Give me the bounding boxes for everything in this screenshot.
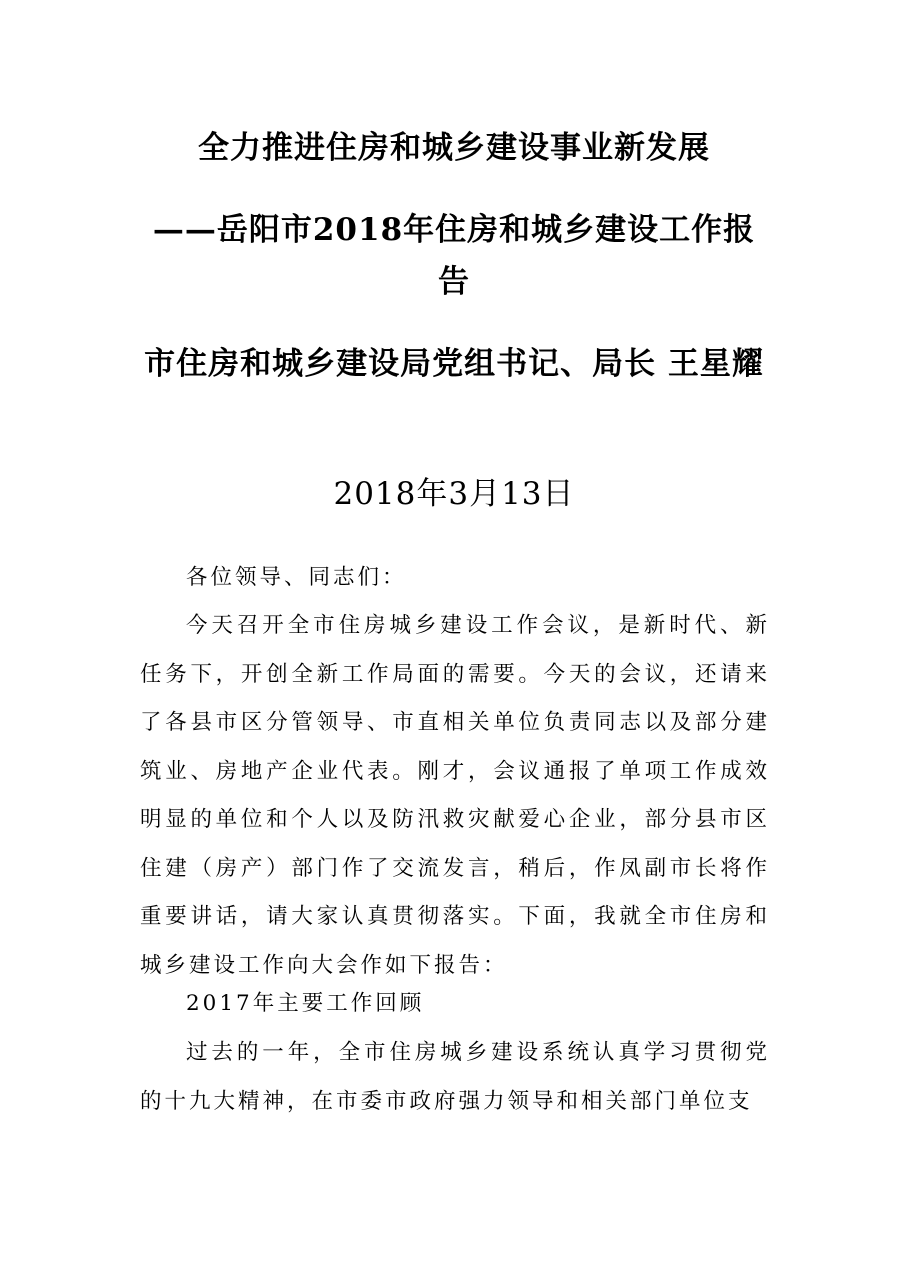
document-author: 市住房和城乡建设局党组书记、局长 王星耀 [144,346,764,382]
document-date: 2018年3月13日 [333,476,575,512]
salutation: 各位领导、同志们： [186,565,407,590]
section-heading: 2017年主要工作回顾 [186,991,425,1016]
document-subtitle: ——岳阳市2018年住房和城乡建设工作报告 [152,212,756,300]
intro-paragraph: 今天召开全市住房城乡建设工作会议，是新时代、新任务下，开创全新工作局面的需要。今天的会议，还请来了各县市区分管领导、市直相关单位负责同志以及部分建筑业、房地产企业代表。刚才，会议通报了单项工作成效明显的单位和个人以及防汛救灾献爱心企业，部分县市区住建（房产）部门作了交流发言，稍后，作凤副市长将作重要讲话，请大家认真贯彻落实。下面，我就全市住房和城乡建设工作向大会作如下报告： [140,613,770,978]
document-title: 全力推进住房和城乡建设事业新发展 [198,130,710,166]
review-paragraph: 过去的一年，全市住房城乡建设系统认真学习贯彻党的十九大精神，在市委市政府强力领导和相关部门单位支 [140,1040,770,1114]
